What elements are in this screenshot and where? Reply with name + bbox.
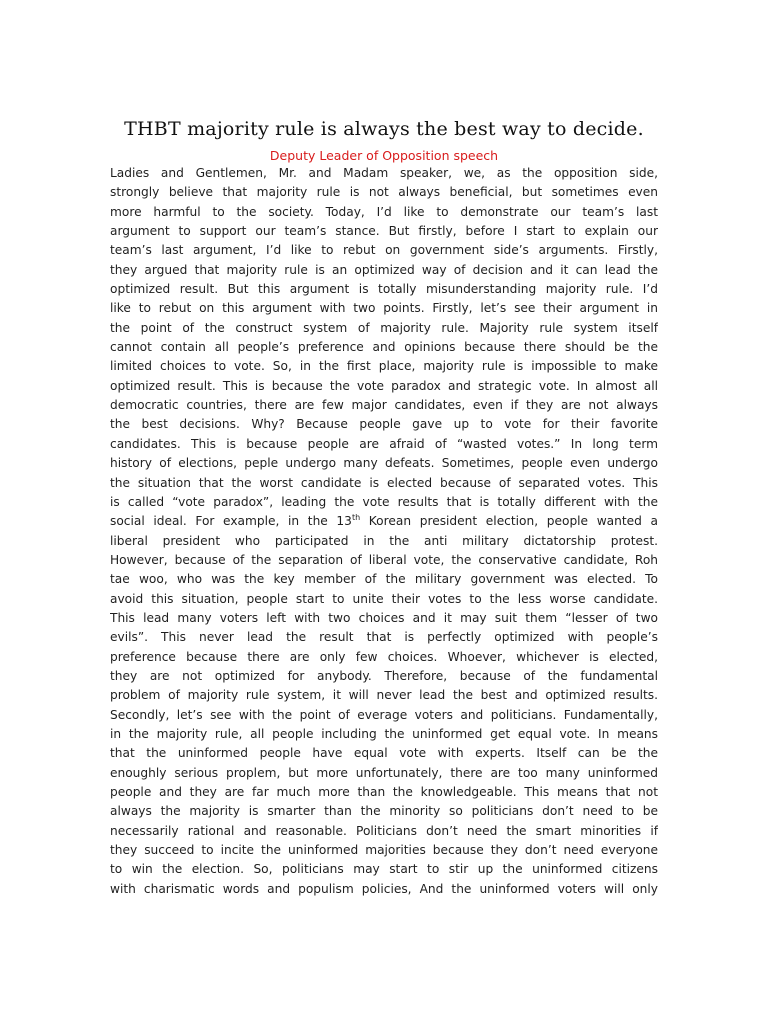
body-line: more harmful to the society. Today, I’d like to demonstrate our team’s last	[110, 204, 658, 219]
body-line: Secondly, let’s see with the point of everage voters and politicians. Fundamentally,	[110, 707, 658, 722]
body-line: always the majority is smarter than the minority so politicians don’t need to be	[110, 804, 658, 819]
body-line: strongly believe that majority rule is not always beneficial, but sometimes even	[110, 185, 658, 200]
body-line: liberal president who participated in the anti military dictatorship protest.	[110, 533, 658, 548]
body-line: However, because of the separation of liberal vote, the conservative candidate, Roh	[110, 552, 658, 567]
body-line: candidates. This is because people are afraid of “wasted votes.” In long term	[110, 436, 658, 451]
body-line: in the majority rule, all people including the uninformed get equal vote. In means	[110, 726, 658, 741]
body-line: evils”. This never lead the result that is perfectly optimized with people’s	[110, 630, 658, 645]
body-line: like to rebut on this argument with two points. Firstly, let’s see their argument in	[110, 301, 658, 316]
body-line: that the uninformed people have equal vote with experts. Itself can be the	[110, 746, 658, 761]
body-line: the situation that the worst candidate is elected because of separated votes. This	[110, 475, 658, 490]
body-line: optimized result. This is because the vote paradox and strategic vote. In almost all	[110, 378, 658, 393]
body-line: to win the election. So, politicians may start to stir up the uninformed citizens	[110, 862, 658, 877]
body-line: Ladies and Gentlemen, Mr. and Madam speaker, we, as the opposition side,	[110, 166, 658, 180]
body-line	[110, 512, 658, 531]
body-line: they succeed to incite the uninformed majorities because they don’t need everyone	[110, 843, 658, 858]
body-line: they argued that majority rule is an optimized way of decision and it can lead the	[110, 262, 658, 277]
body-line: avoid this situation, people start to unite their votes to the less worse candidate.	[110, 591, 658, 606]
body-line: This lead many voters left with two choices and it may suit them “lesser of two	[110, 610, 658, 625]
body-line: people and they are far much more than the knowledgeable. This means that not	[110, 785, 658, 799]
body-line: optimized result. But this argument is totally misunderstanding majority rule. I’d	[110, 282, 658, 297]
body-line: the point of the construct system of majority rule. Majority rule system itself	[110, 320, 658, 335]
line-text-before: social ideal. For example, in the 13	[110, 514, 352, 529]
speech-role-subtitle: Deputy Leader of Opposition speech	[269, 148, 499, 163]
body-line: they are not optimized for anybody. Therefore, because of the fundamental	[110, 668, 658, 683]
speech-body	[110, 164, 658, 899]
line-text-after: Korean president election, people wanted a	[360, 514, 658, 529]
body-line: team’s last argument, I’d like to rebut on government side’s arguments. Firstly,	[110, 243, 658, 258]
body-line: preference because there are only few choices. Whoever, whichever is elected,	[110, 649, 658, 664]
document-title: THBT majority rule is always the best way to decide.	[124, 118, 644, 140]
body-line: problem of majority rule system, it will never lead the best and optimized results.	[110, 688, 658, 703]
body-line: with charismatic words and populism policies, And the uninformed voters will only	[110, 881, 658, 896]
body-line: necessarily rational and reasonable. Politicians don’t need the smart minorities if	[110, 823, 658, 838]
body-line: enoughly serious proplem, but more unfortunately, there are too many uninformed	[110, 765, 658, 780]
body-line: is called “vote paradox”, leading the vote results that is totally different with the	[110, 494, 658, 509]
body-line: the best decisions. Why? Because people gave up to vote for their favorite	[110, 417, 658, 432]
body-line: history of elections, peple undergo many defeats. Sometimes, people even undergo	[110, 456, 658, 471]
body-line: tae woo, who was the key member of the military government was elected. To	[110, 572, 658, 587]
body-line: argument to support our team’s stance. But firstly, before I start to explain our	[110, 224, 658, 239]
body-line: democratic countries, there are few major candidates, even if they are not always	[110, 398, 658, 413]
body-line: cannot contain all people’s preference and opinions because there should be the	[110, 340, 658, 355]
ordinal-superscript: th	[351, 513, 361, 523]
body-line: limited choices to vote. So, in the first place, majority rule is impossible to make	[110, 359, 658, 374]
